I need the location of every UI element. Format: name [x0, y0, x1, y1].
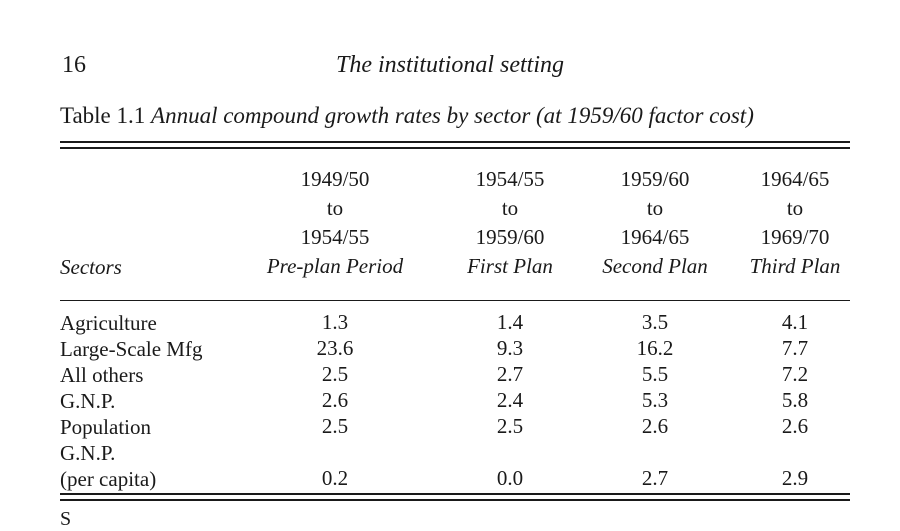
sector-label: All others	[60, 363, 144, 387]
column-header-first-plan	[440, 165, 580, 281]
table-row	[0, 414, 900, 440]
running-head: The institutional setting	[335, 52, 564, 78]
value-cell: 0.0	[496, 466, 524, 490]
sector-label: Agriculture	[60, 311, 157, 335]
value-cell: 2.9	[781, 466, 809, 490]
column-header-preplan	[255, 165, 415, 281]
column-period: Pre-plan Period	[266, 254, 404, 278]
sector-label-line2: (per capita)	[60, 467, 157, 491]
bottom-rule	[60, 493, 850, 495]
sector-label: Large-Scale Mfg	[60, 337, 203, 361]
sector-label: G.N.P.	[60, 389, 116, 413]
table-caption-text: Annual compound growth rates by sector (at 1959/60 factor cost)	[151, 103, 754, 128]
value-cell: 5.5	[641, 362, 669, 386]
value-cell: 2.6	[321, 388, 349, 412]
value-cell: 1.3	[321, 310, 349, 334]
sector-label-line1: G.N.P.	[60, 441, 116, 465]
column-to: 1959/60	[475, 225, 545, 249]
value-cell: 2.7	[496, 362, 524, 386]
row-header-sectors: Sectors	[60, 255, 122, 279]
column-period: Third Plan	[749, 254, 841, 278]
value-cell: 16.2	[636, 336, 674, 360]
value-cell: 1.4	[496, 310, 524, 334]
value-cell: 3.5	[641, 310, 669, 334]
column-to-word: to	[501, 196, 519, 220]
value-cell: 2.6	[781, 414, 809, 438]
value-cell: 2.5	[496, 414, 524, 438]
value-cell: 5.3	[641, 388, 669, 412]
column-from: 1954/55	[475, 167, 545, 191]
value-cell: 0.2	[321, 466, 349, 490]
value-cell: 2.5	[321, 414, 349, 438]
table-row	[0, 336, 900, 362]
table-label: Table 1.1	[60, 103, 146, 128]
bottom-rule-second	[60, 499, 850, 501]
value-cell: 2.5	[321, 362, 349, 386]
table-row	[0, 362, 900, 388]
value-cell: 9.3	[496, 336, 524, 360]
value-cell: 2.4	[496, 388, 524, 412]
column-period: Second Plan	[602, 254, 708, 278]
column-header-third-plan	[730, 165, 860, 281]
top-rule-second	[60, 147, 850, 149]
column-from: 1949/50	[300, 167, 370, 191]
value-cell: 2.7	[641, 466, 669, 490]
value-cell: 23.6	[316, 336, 354, 360]
column-from: 1964/65	[760, 167, 830, 191]
value-cell: 4.1	[781, 310, 809, 334]
table-row	[0, 440, 900, 492]
value-cell: 7.7	[781, 336, 809, 360]
value-cell: 2.6	[641, 414, 669, 438]
top-rule	[60, 141, 850, 143]
page-number: 16	[62, 52, 86, 78]
column-to: 1954/55	[300, 225, 370, 249]
value-cell: 5.8	[781, 388, 809, 412]
column-period: First Plan	[467, 254, 553, 278]
header-rule	[60, 300, 850, 301]
column-to: 1969/70	[760, 225, 830, 249]
column-header-second-plan	[580, 165, 730, 281]
column-to-word: to	[646, 196, 664, 220]
sector-label	[60, 440, 156, 492]
column-to-word: to	[326, 196, 344, 220]
column-from: 1959/60	[620, 167, 690, 191]
table-caption	[60, 103, 754, 129]
table-row	[0, 388, 900, 414]
column-to-word: to	[786, 196, 804, 220]
value-cell: 7.2	[781, 362, 809, 386]
footnote-fragment: S	[60, 508, 72, 530]
table-row	[0, 310, 900, 336]
column-to: 1964/65	[620, 225, 690, 249]
sector-label: Population	[60, 415, 152, 439]
